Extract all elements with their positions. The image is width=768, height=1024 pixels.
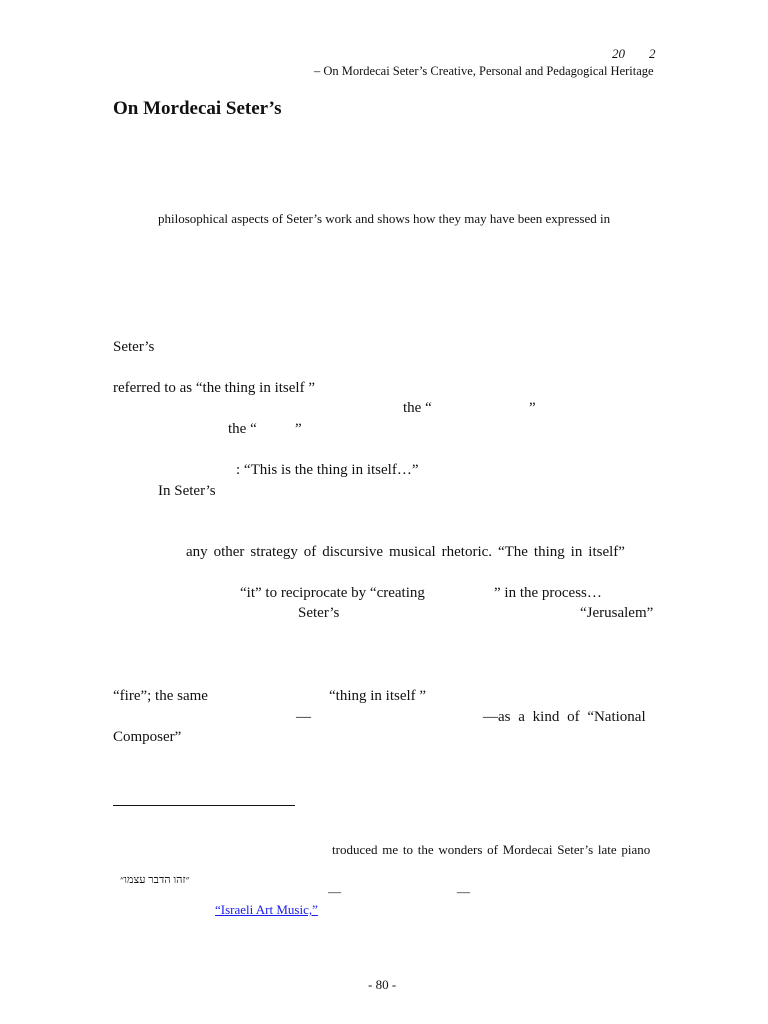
body-quote-close-2: ”: [295, 421, 302, 437]
body-quote-open-2: the “: [228, 421, 257, 437]
footnote-separator: [113, 805, 295, 806]
body-line-seters: Seter’s: [113, 339, 155, 355]
body-line-thing-in-itself-2: “thing in itself ”: [329, 688, 427, 704]
page-number: - 80 -: [368, 977, 397, 992]
body-line-national: —as a kind of “National: [483, 709, 646, 725]
header-issue: 2: [649, 46, 656, 61]
footnote-dash-2: —: [457, 884, 470, 899]
body-line-discursive: [186, 544, 640, 561]
article-title: On Mordecai Seter’s: [113, 98, 282, 119]
body-quote-close-1: ”: [529, 400, 536, 416]
footnote-link-israeli-art-music[interactable]: “Israeli Art Music,”: [215, 902, 318, 917]
body-line-in-seters: In Seter’s: [158, 483, 216, 499]
body-line-discursive-text: any other strategy of discursive musical rhetoric. “The thing in itself”: [186, 544, 625, 560]
body-line-fire: “fire”; the same: [113, 688, 208, 704]
body-line-composer: Composer”: [113, 729, 182, 745]
body-line-referred: referred to as “the thing in itself ”: [113, 380, 316, 396]
body-line-reciprocate: “it” to reciprocate by “creating: [240, 585, 425, 601]
body-line-seters-2: Seter’s: [298, 605, 340, 621]
body-line-jerusalem: “Jerusalem”: [580, 605, 654, 621]
body-quote-open-1: the “: [403, 400, 432, 416]
body-line-philosophical: philosophical aspects of Seter’s work and shows how they may have been expressed in: [158, 211, 611, 226]
body-line-thing-in-itself: : “This is the thing in itself…”: [236, 462, 419, 478]
footnote-line-piano: troduced me to the wonders of Mordecai Seter’s late piano: [332, 842, 651, 857]
body-dash: —: [296, 709, 311, 725]
footnote-dash-1: —: [328, 884, 341, 899]
footnote-hebrew: ״זהו הדבר עצמו״: [120, 874, 190, 886]
header-subtitle: – On Mordecai Seter’s Creative, Personal and Pedagogical Heritage: [314, 64, 654, 78]
body-line-process: ” in the process…: [494, 585, 602, 601]
header-year: 20: [612, 46, 625, 61]
